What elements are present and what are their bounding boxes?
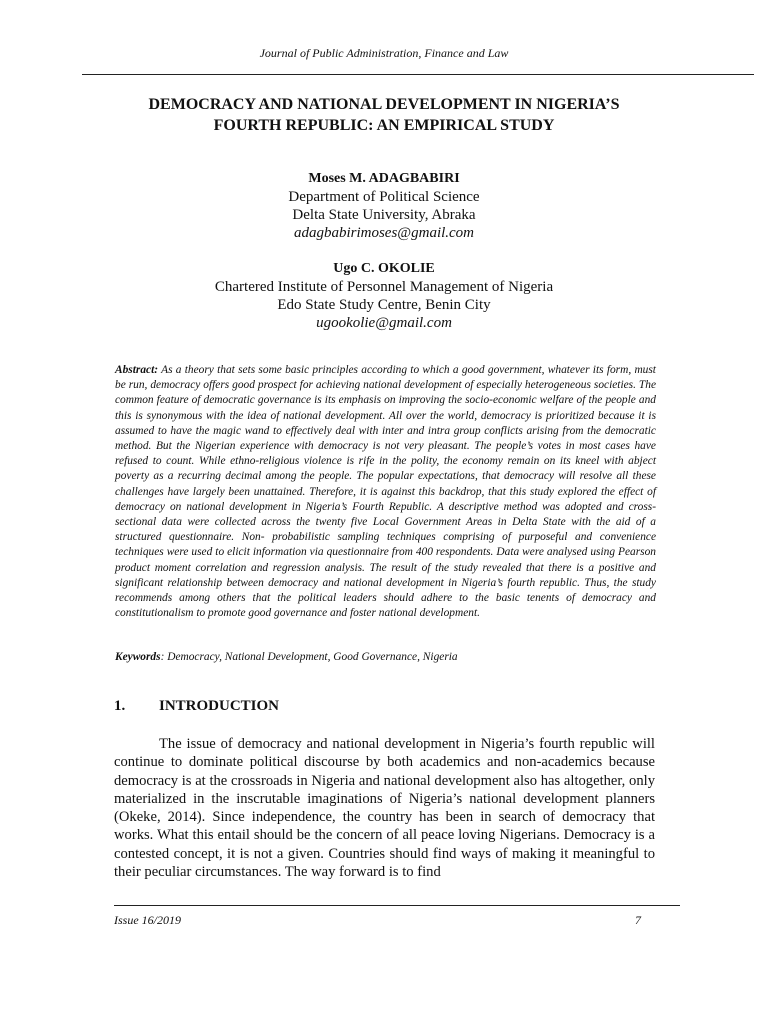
author-department: Department of Political Science [288,189,480,205]
author-department: Chartered Institute of Personnel Management of Nigeria [214,279,554,295]
body-paragraph: The issue of democracy and national development in Nigeria’s fourth republic will continue to dominate political discourse by both academics and non-academics because democracy is at the crossroads in Nigeria and national development also has altogether, only materialized in the inscrutable imaginations of Nigeria’s national development planners (Okeke, 2014). Since independence, the country has been in search of democracy that works. What this entail should be the concern of all peace loving Nigerians. Democracy is a contested concept, it is not a given. Countries should find ways of making it meaningful to their peculiar circumstances. The way forward is to find [114,736,655,881]
author-block-1 [140,170,628,242]
author-name: Moses M. ADAGBABIRI [308,171,460,186]
author-block-2 [140,260,628,332]
keywords-text: : Democracy, National Development, Good Governance, Nigeria [160,651,458,663]
footer-divider [114,905,680,906]
keywords [115,650,656,665]
author-institution: Edo State Study Centre, Benin City [277,297,491,313]
abstract-text: As a theory that sets some basic principles according to which a good government, whatever its form, must be run, democracy offers good prospect for achieving national development of especially heterogeneous societies. The common feature of democratic governance is its emphasis on improving the socio-economic welfare of the people and this is synonymous with the idea of national development. All over the world, democracy is prioritized because it is assumed to have the magic wand to effectively deal with inter and intra group conflicts arising from the democratic method. But the Nigerian experience with democracy is not very pleasant. The people’s votes in most cases have refused to count. While ethno-religious violence is rife in the polity, the economy remain on its kneel with abject poverty as a recurring decimal among the people. The popular expectations, that democracy will resolve all these challenges have largely been unattained. Therefore, it is against this backdrop, that this study explored the effect of democracy on national development in Nigeria’s Fourth Republic. A descriptive method was adopted and cross-sectional data were collected across the twenty five Local Government Areas in Delta State with the aid of a structured questionnaire. Non- probabilistic sampling techniques comprising of purposeful and convenience techniques were used to elicit information via questionnaire from 400 respondents. Data were analysed using Pearson product moment correlation and regression analysis. The result of the study revealed that there is a positive and significant relationship between democracy and national development in Nigeria’s fourth republic. Thus, the study recommends among others that the political leaders should adhere to the basic tenents of democracy and constitutionalism to promote good governance and foster national development. [115,364,656,620]
keywords-label: Keywords [115,651,161,663]
abstract-label: Abstract: [115,364,159,376]
abstract [115,363,656,621]
author-name: Ugo C. OKOLIE [333,261,435,276]
section-title: INTRODUCTION [159,698,280,714]
paper-title-line-1: DEMOCRACY AND NATIONAL DEVELOPMENT IN NIGERIA’S [148,96,620,113]
author-institution: Delta State University, Abraka [292,207,476,223]
header-divider [82,74,754,75]
author-email: ugookolie@gmail.com [316,315,452,331]
footer-issue: Issue 16/2019 [114,913,181,927]
journal-header: Journal of Public Administration, Finance and Law [259,46,509,60]
section-heading [114,698,279,715]
paper-title [100,94,668,136]
page-number: 7 [635,913,641,927]
section-number: 1. [114,698,126,714]
author-email: adagbabirimoses@gmail.com [293,225,475,241]
paper-title-line-2: FOURTH REPUBLIC: AN EMPIRICAL STUDY [213,117,555,134]
